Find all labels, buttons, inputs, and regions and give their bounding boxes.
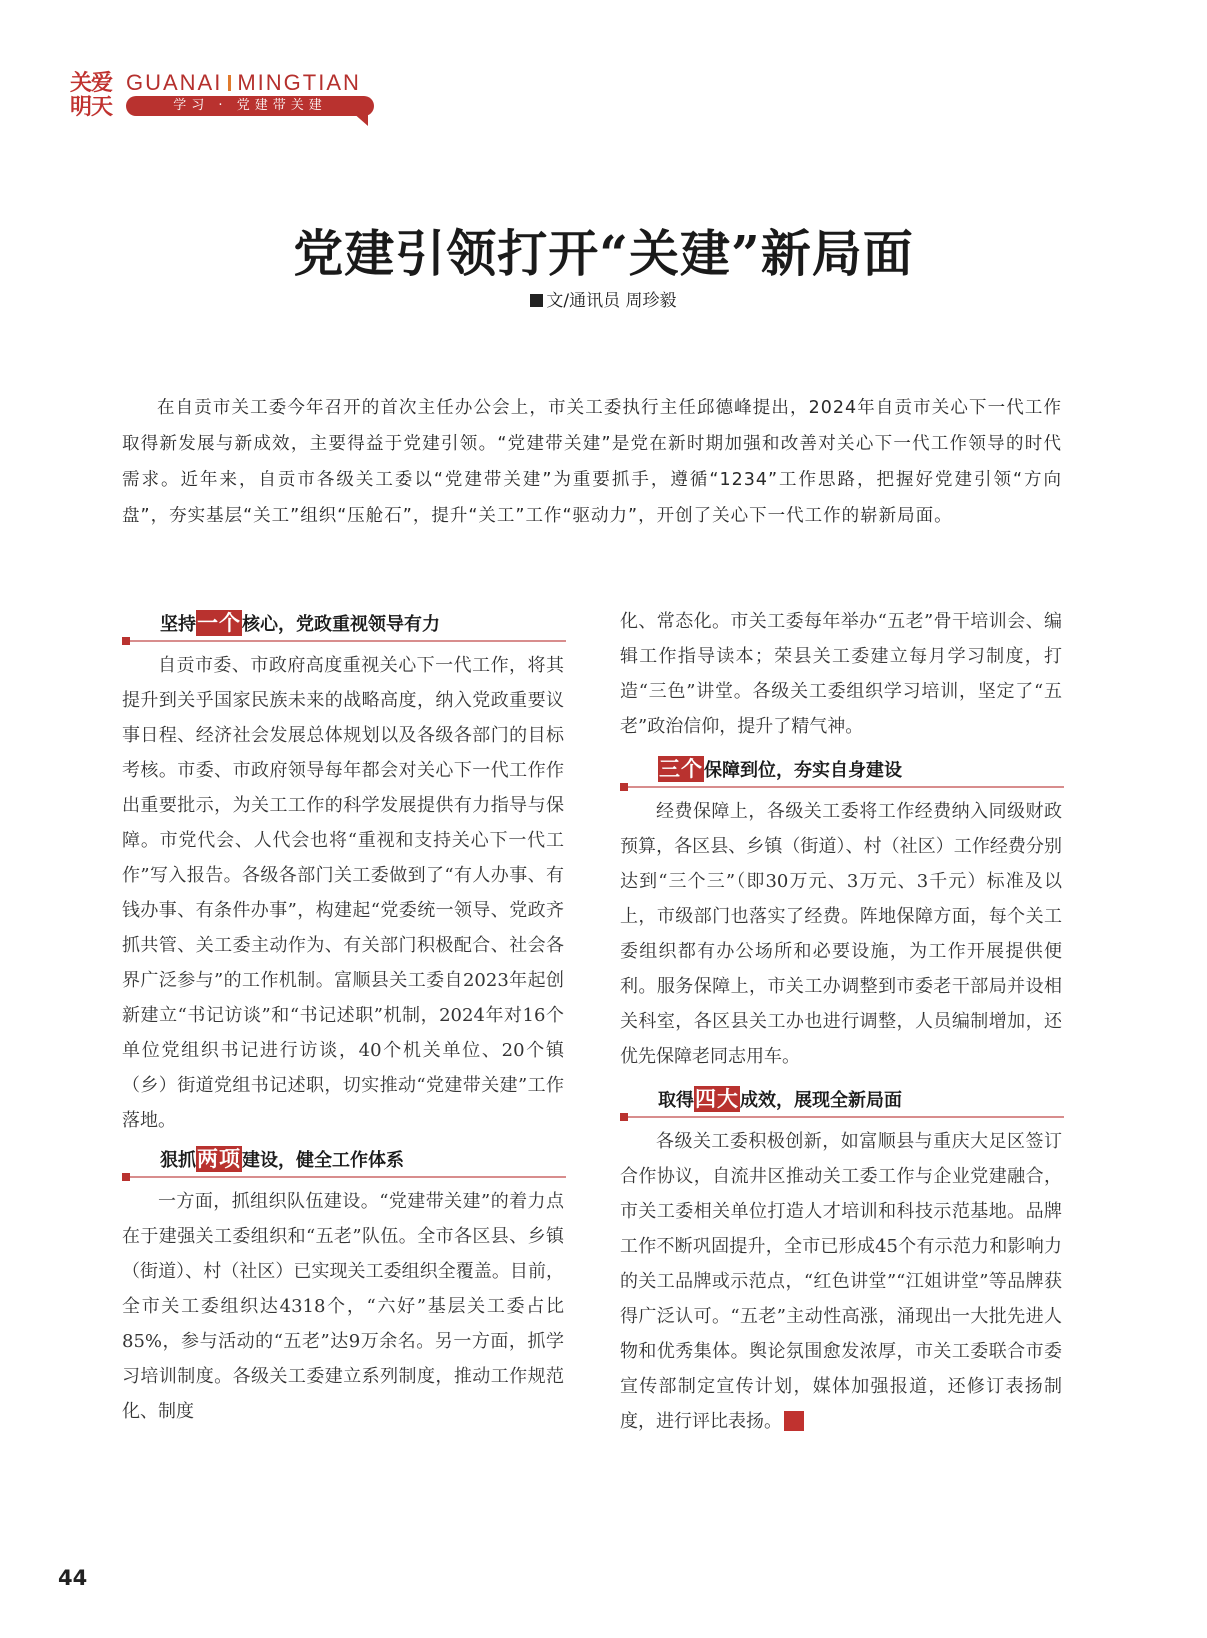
section-marker-icon [620, 783, 628, 791]
ribbon-tail [352, 112, 368, 126]
section-heading-suffix: 成效，展现全新局面 [740, 1090, 902, 1111]
byline-text: 文/通讯员 周珍毅 [546, 291, 677, 311]
paragraph: 自贡市委、市政府高度重视关心下一代工作，将其提升到关乎国家民族未来的战略高度，纳入党政重要议事日程、经济社会发展总体规划以及各级各部门的目标考核。市委、市政府领导每年都会对关心下一代工作作出重要批示，为关工工作的科学发展提供有力指导与保障。市党代会、人代会也将“重视和支持关心下一代工作”写入报告。各级各部门关工委做到了“有人办事、有钱办事、有条件办事”，构建起“党委统一领导、党政齐抓共管、关工委主动作为、有关部门积极配合、社会各界广泛参与”的工作机制。富顺县关工委自2023年起创新建立“书记访谈”和“书记述职”机制，2024年对16个单位党组织书记进行访谈，40个机关单位、20个镇（乡）街道党组书记述职，切实推动“党建带关建”工作落地。 [122, 655, 564, 1131]
section-marker-icon [122, 1173, 130, 1181]
section-heading-highlight: 四大 [695, 1087, 739, 1111]
paragraph: 经费保障上，各级关工委将工作经费纳入同级财政预算，各区县、乡镇（街道）、村（社区）工作经费分别达到“三个三”（即30万元、3万元、3千元）标准及以上，市级部门也落实了经费。阵地保障方面，每个关工委组织都有办公场所和必要设施，为工作开展提供便利。服务保障上，市关工办调整到市委老干部局并设相关科室，各区县关工办也进行调整，人员编制增加，还优先保障老同志用车。 [620, 801, 1062, 1067]
section-marker-icon [620, 1113, 628, 1121]
section-marker-icon [122, 637, 130, 645]
section-heading-prefix: 狠抓 [160, 1150, 196, 1171]
section-heading-2 [122, 1142, 564, 1184]
section-heading-suffix: 核心，党政重视领导有力 [242, 614, 440, 635]
paragraph-continued: 化、常态化。市关工委每年举办“五老”骨干培训会、编辑工作指导读本；荣县关工委建立每月学习制度，打造“三色”讲堂。各级关工委组织学习培训，坚定了“五老”政治信仰，提升了精气神。 [620, 611, 1062, 737]
article-lead: 在自贡市关工委今年召开的首次主任办公会上，市关工委执行主任邱德峰提出，2024年自贡市关心下一代工作取得新发展与新成效，主要得益于党建引领。“党建带关建”是党在新时期加强和改善对关心下一代工作领导的时代需求。近年来，自贡市各级关工委以“党建带关建”为重要抓手，遵循“1234”工作思路，把握好党建引领“方向盘”，夯实基层“关工”组织“压舱石”，提升“关工”工作“驱动力”，开创了关心下一代工作的崭新局面。 [122, 398, 1062, 526]
section-heading-3 [620, 752, 1062, 794]
masthead-logo: 关爱明天 [70, 71, 113, 120]
section-rule [624, 786, 1064, 788]
masthead-english-left: GUANAI [126, 70, 223, 95]
end-of-article-icon: 关 [784, 1411, 804, 1431]
section-heading-text [658, 1086, 902, 1114]
section-heading-text [160, 610, 440, 638]
byline-square-icon [530, 294, 543, 307]
section-heading-highlight: 两项 [197, 1147, 241, 1171]
section-heading-text [658, 756, 902, 784]
paragraph [620, 1124, 1062, 1439]
paragraph-text: 各级关工委积极创新，如富顺县与重庆大足区签订合作协议，自流井区推动关工委工作与企业党建融合，市关工委相关单位打造人才培训和科技示范基地。品牌工作不断巩固提升，全市已形成45个有示范力和影响力的关工品牌或示范点，“红色讲堂”“江姐讲堂”等品牌获得广泛认可。“五老”主动性高涨，涌现出一大批先进人物和优秀集体。舆论氛围愈发浓厚，市关工委联合市委宣传部制定宣传计划，媒体加强报道，还修订表扬制度，进行评比表扬。 [620, 1131, 1062, 1432]
section-heading-prefix: 取得 [658, 1090, 694, 1111]
page-number: 44 [58, 1566, 88, 1590]
section-heading-4 [620, 1082, 1062, 1124]
masthead-separator [228, 75, 231, 91]
paragraph: 一方面，抓组织队伍建设。“党建带关建”的着力点在于建强关工委组织和“五老”队伍。全市各区县、乡镇（街道）、村（社区）已实现关工委组织全覆盖。目前，全市关工委组织达4318个，“六好”基层关工委占比85%，参与活动的“五老”达9万余名。另一方面，抓学习培训制度。各级关工委建立系列制度，推动工作规范化、制度 [122, 1191, 564, 1422]
left-column [122, 604, 564, 1429]
section-heading-highlight: 三个 [659, 757, 703, 781]
masthead-english-name [126, 70, 361, 96]
section-heading-suffix: 建设，健全工作体系 [242, 1150, 404, 1171]
right-column [620, 604, 1062, 1439]
article-byline [0, 286, 1207, 311]
section-heading-suffix: 保障到位，夯实自身建设 [704, 760, 902, 781]
section-heading-1 [122, 606, 564, 648]
masthead [70, 70, 390, 130]
section-heading-highlight: 一个 [197, 611, 241, 635]
section-rule [126, 640, 566, 642]
section-heading-text [160, 1146, 404, 1174]
section-heading-prefix: 坚持 [160, 614, 196, 635]
column-label-ribbon: 学习 · 党建带关建 [126, 96, 374, 116]
article-title: 党建引领打开“关建”新局面 [293, 224, 914, 283]
masthead-english-right: MINGTIAN [237, 70, 361, 95]
section-rule [624, 1116, 1064, 1118]
section-rule [126, 1176, 566, 1178]
